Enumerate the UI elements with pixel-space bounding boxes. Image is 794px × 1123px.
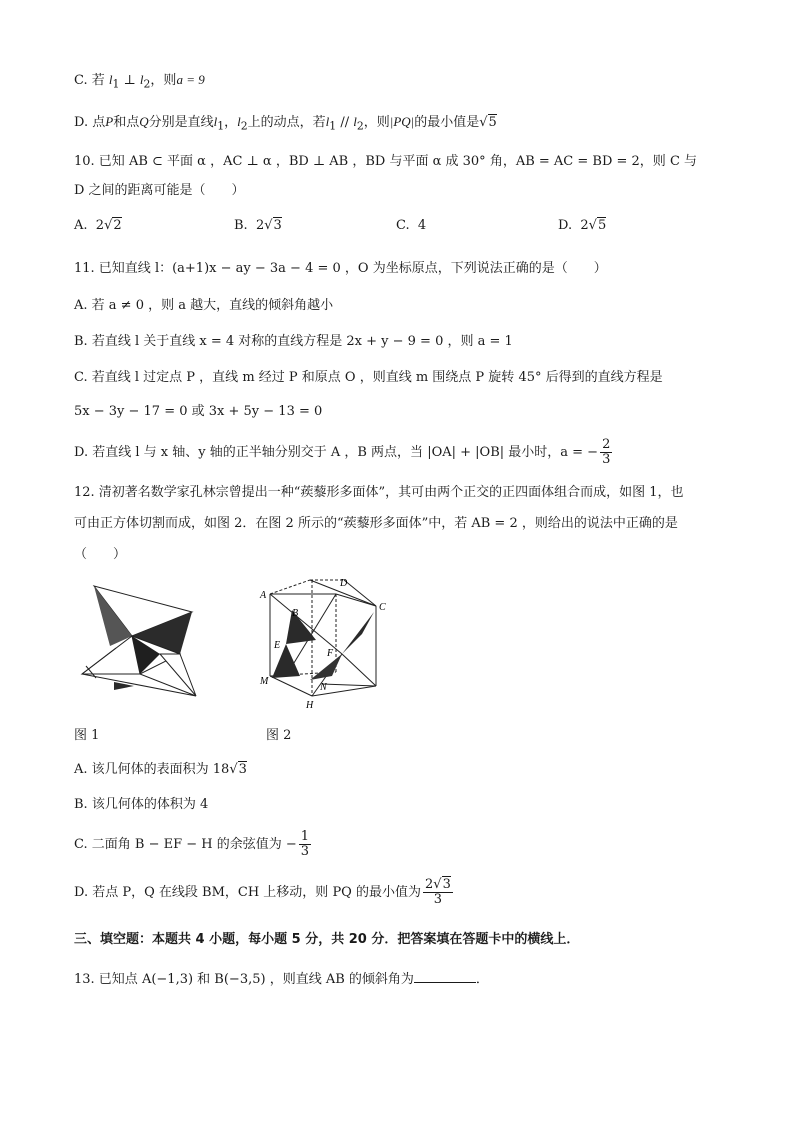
q12-option-b: B. 该几何体的体积为 4 bbox=[74, 797, 209, 812]
q9d-s4: 2 bbox=[356, 119, 364, 133]
q9c-op: ⊥ bbox=[119, 73, 140, 88]
q11d-fraction bbox=[600, 438, 612, 467]
q11d-den: 3 bbox=[602, 452, 611, 467]
fig2-edge-bottom-left bbox=[270, 676, 312, 696]
q9c-sub2: 2 bbox=[143, 77, 151, 91]
q12c-den: 3 bbox=[300, 844, 310, 859]
q10b-label: B. bbox=[234, 218, 248, 233]
q10c-label: C. bbox=[396, 218, 410, 233]
q12a-text: A. 该几何体的表面积为 18 bbox=[74, 762, 230, 777]
q9d-t3: 分别是直线 bbox=[148, 115, 214, 130]
q9-option-d bbox=[74, 112, 497, 137]
fig2-face-dark4 bbox=[310, 654, 342, 680]
q12-stem-line2: 可由正方体切割而成，如图 2．在图 2 所示的“蒺藜形多面体”中，若 AB = 2 ，则给出的说法中正确的是 bbox=[74, 516, 678, 531]
q9d-p: P bbox=[105, 114, 114, 129]
q9c-sub1: 1 bbox=[112, 77, 120, 91]
fig2-edge-top-right bbox=[336, 594, 376, 606]
q12a-rad: 3 bbox=[238, 762, 247, 777]
fig2-label-m: M bbox=[260, 676, 269, 687]
fig2-label-d: D bbox=[340, 578, 348, 589]
q9c-prefix: C. 若 bbox=[74, 73, 105, 88]
q10d-rad: 5 bbox=[597, 218, 607, 233]
q11-option-a: A. 若 a ≠ 0 ，则 a 越大，直线的倾斜角越小 bbox=[74, 298, 334, 313]
q12c-text: C. 二面角 B − EF − H 的余弦值为 − bbox=[74, 837, 297, 852]
q10a-coef: 2 bbox=[95, 218, 105, 233]
q9d-s3: 1 bbox=[329, 119, 337, 133]
fig2-diag4 bbox=[342, 654, 376, 686]
q12-option-a: A. 该几何体的表面积为 18√3 bbox=[74, 762, 247, 777]
q11-option-c-line1: C. 若直线 l 过定点 P ，直线 m 经过 P 和原点 O ，则直线 m 围绕点 P 旋转 45° 后得到的直线方程是 bbox=[74, 370, 663, 385]
q9d-comma: ， bbox=[224, 115, 238, 130]
q12-stem-line1: 12. 清初著名数学家孔林宗曾提出一种“蒺藜形多面体”，其可由两个正交的正四面体组合而成，如图 1，也 bbox=[74, 485, 684, 500]
q10b-rad: 3 bbox=[273, 218, 282, 233]
q10-option-b: B. 2√3 bbox=[234, 218, 282, 233]
fig2-edge-top-back bbox=[270, 580, 310, 594]
fig2-label-c: C bbox=[379, 602, 386, 613]
q9c-suffix: ，则 bbox=[150, 73, 177, 88]
q9d-root-sign: √ bbox=[479, 115, 488, 130]
q10a-rad: 2 bbox=[113, 218, 122, 233]
q10b-coef: 2 bbox=[255, 218, 265, 233]
fig2-edge-back-right bbox=[344, 580, 376, 606]
q9d-t6: 的最小值是 bbox=[414, 115, 480, 130]
q11-option-c-line2: 5x − 3y − 17 = 0 或 3x + 5y − 13 = 0 bbox=[74, 404, 323, 419]
q9d-t5: ，则 bbox=[363, 115, 390, 130]
q9d-t2: 和点 bbox=[113, 115, 140, 130]
q12-option-c bbox=[74, 830, 313, 859]
q9d-l2: l bbox=[237, 114, 241, 129]
q9d-l3: l bbox=[325, 114, 330, 129]
q9d-par: // bbox=[336, 115, 354, 130]
q12d-text: D. 若点 P，Q 在线段 BM，CH 上移动，则 PQ 的最小值为 bbox=[74, 885, 421, 900]
q9d-l1: l bbox=[213, 114, 218, 129]
fig2-label-n: N bbox=[320, 682, 327, 693]
q9d-t4: 上的动点，若 bbox=[247, 115, 326, 130]
q9d-s1: 1 bbox=[217, 119, 225, 133]
section-3-heading: 三、填空题：本题共 4 小题，每小题 5 分，共 20 分．把答案填在答题卡中的横线上． bbox=[74, 932, 580, 947]
q9d-root-val: 5 bbox=[488, 115, 497, 130]
fig2-label-e: E bbox=[274, 640, 281, 651]
q9d-t1: D. 点 bbox=[74, 115, 106, 130]
q9-option-c bbox=[74, 70, 205, 95]
q10-option-a: A. 2√2 bbox=[74, 218, 122, 233]
fig2-diag1 bbox=[270, 594, 342, 654]
fig2-diag6 bbox=[322, 684, 376, 686]
fig2-label-f: F bbox=[327, 648, 334, 659]
fig2-label-b: B bbox=[292, 608, 299, 619]
q12d-fraction bbox=[423, 878, 453, 907]
q12d-num-rad: 3 bbox=[442, 877, 451, 892]
q10-stem-line1: 10. 已知 AB ⊂ 平面 α ，AC ⊥ α ，BD ⊥ AB ，BD 与平面 α 成 30° 角，AB = AC = BD = 2，则 C 与 bbox=[74, 154, 698, 169]
q9c-cond: a = 9 bbox=[176, 72, 205, 87]
q13-period: ． bbox=[475, 972, 489, 987]
figure-1-caption: 图 1 bbox=[74, 728, 100, 743]
fig2-face-dark3 bbox=[342, 612, 374, 654]
q9c-l2: l bbox=[139, 72, 144, 87]
q13-answer-blank[interactable] bbox=[414, 968, 476, 983]
fig2-label-a: A bbox=[260, 590, 267, 601]
q9d-l4: l bbox=[353, 114, 357, 129]
q10-option-c bbox=[396, 218, 426, 233]
q9d-pq: |PQ| bbox=[389, 114, 415, 129]
q11-option-d bbox=[74, 438, 614, 467]
q11-stem: 11. 已知直线 l：(a+1)x − ay − 3a − 4 = 0 ，O 为坐标原点，下列说法正确的是（ ） bbox=[74, 261, 607, 276]
q12-option-d bbox=[74, 878, 455, 907]
figure-2-caption: 图 2 bbox=[266, 728, 292, 743]
q12d-den: 3 bbox=[433, 892, 443, 907]
q10-stem-line2: D 之间的距离可能是（ ） bbox=[74, 183, 245, 198]
figure-2-cube bbox=[256, 576, 391, 711]
q13-text: 13. 已知点 A(−1,3) 和 B(−3,5) ，则直线 AB 的倾斜角为 bbox=[74, 972, 414, 987]
q11d-num: 2 bbox=[602, 437, 611, 452]
q11-option-b: B. 若直线 l 关于直线 x = 4 对称的直线方程是 2x + y − 9 = 0 ，则 a = 1 bbox=[74, 334, 513, 349]
q9d-s2: 2 bbox=[240, 119, 248, 133]
q10d-coef: 2 bbox=[580, 218, 589, 233]
q11d-text: D. 若直线 l 与 x 轴、y 轴的正半轴分别交于 A ，B 两点，当 |OA| + |OB| 最小时，a = − bbox=[74, 445, 599, 460]
q9d-q: Q bbox=[139, 114, 149, 129]
q12d-num: 2√3 bbox=[424, 877, 451, 892]
q13-stem bbox=[74, 968, 489, 990]
fig2-label-h: H bbox=[306, 700, 314, 711]
q9c-l: l bbox=[108, 72, 113, 87]
fig1-face-light4 bbox=[82, 674, 196, 696]
q10-options bbox=[74, 218, 714, 240]
q10a-label: A. bbox=[74, 218, 88, 233]
q12d-num-coef: 2 bbox=[424, 877, 434, 892]
q12-stem-line3: （ ） bbox=[74, 547, 127, 562]
q10c-coef: 4 bbox=[417, 218, 427, 233]
q12c-num: 1 bbox=[300, 829, 310, 844]
figure-1-polyhedron bbox=[76, 578, 216, 703]
q10d-label: D. bbox=[558, 218, 573, 233]
q10-option-d: D. 2√5 bbox=[558, 218, 607, 233]
q12c-fraction bbox=[299, 830, 311, 859]
